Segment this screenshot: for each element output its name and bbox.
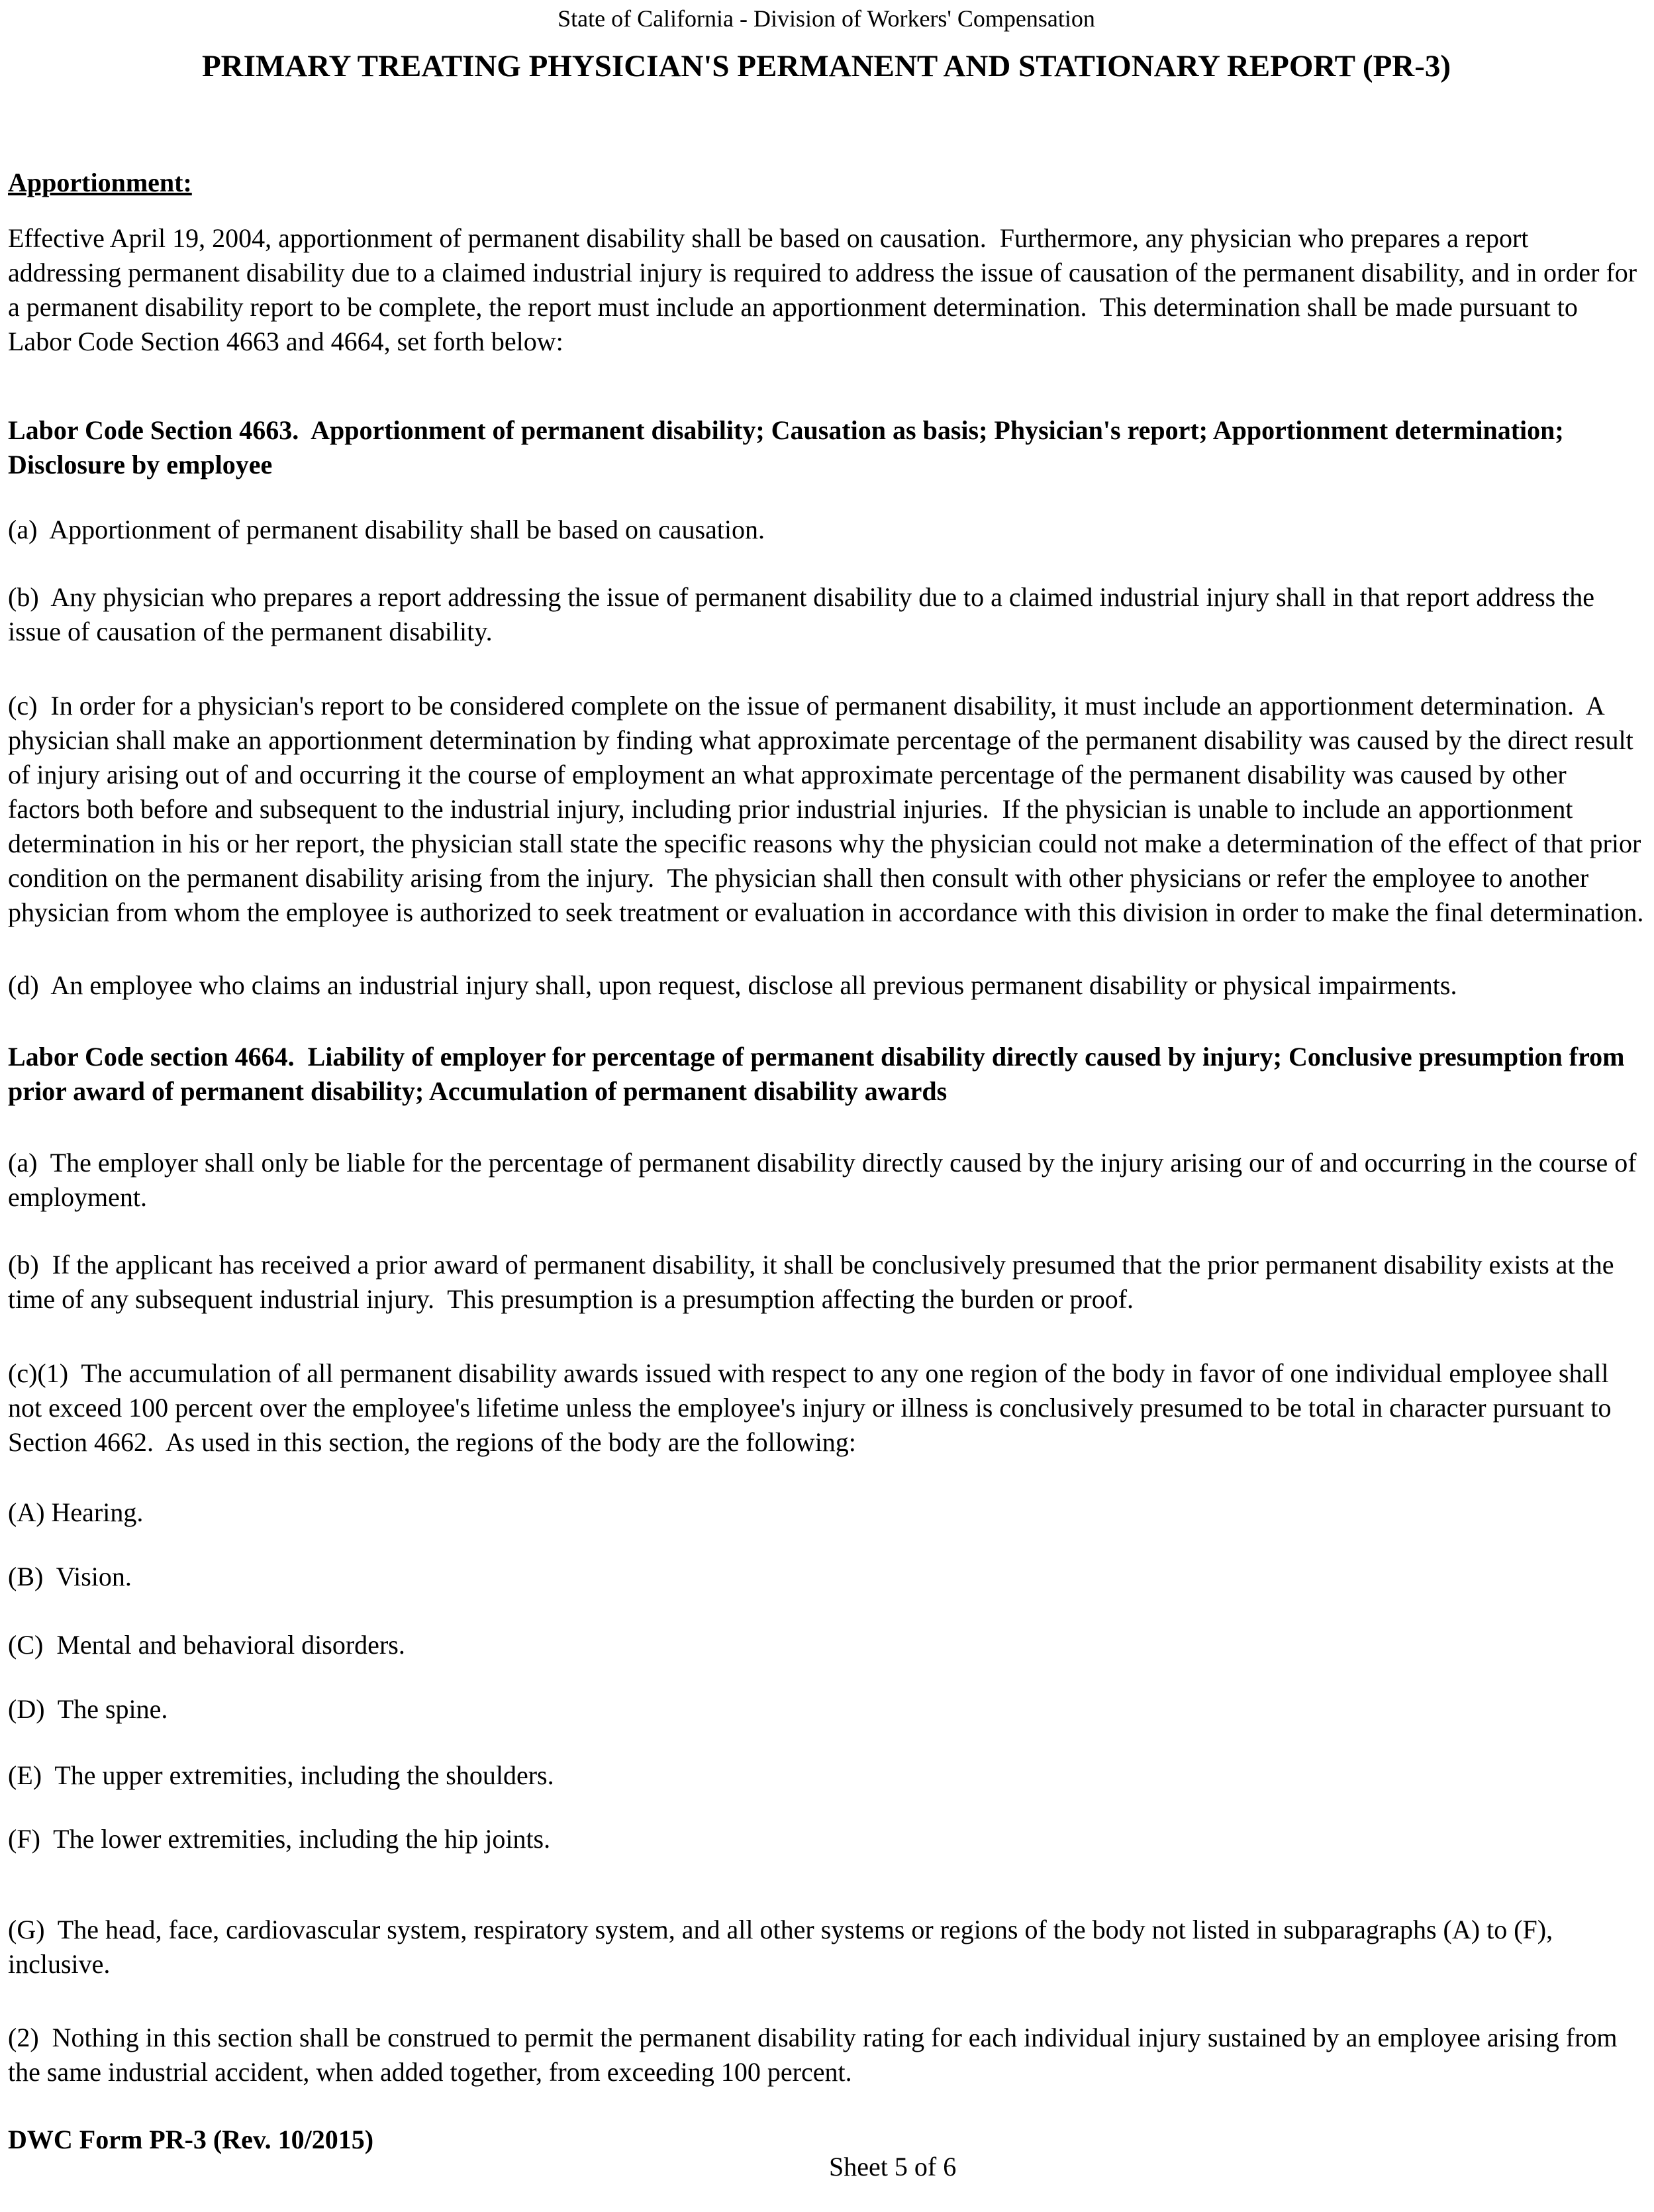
form-id-footer: DWC Form PR-3 (Rev. 10/2015) bbox=[8, 2125, 374, 2154]
section-4663-paragraph-d: (d) An employee who claims an industrial injury shall, upon request, disclose all previous permanent disability or physical impairments. bbox=[8, 970, 1457, 1000]
body-region-item-head-other: (G) The head, face, cardiovascular system, respiratory system, and all other systems or regions of the body not listed in subparagraphs (A) to (F), inclusive. bbox=[8, 1915, 1560, 1979]
section-4664-paragraph-c1: (c)(1) The accumulation of all permanent disability awards issued with respect to any one region of the body in favor of one individual employee shall not exceed 100 percent over the employee's lifetime unless the employee's injury or illness is conclusively presumed to be total in character pursuant to Section 4662. As used in this section, the regions of the body are the following: bbox=[8, 1358, 1618, 1457]
body-region-item-hearing: (A) Hearing. bbox=[8, 1497, 144, 1527]
section-4664-paragraph-2: (2) Nothing in this section shall be construed to permit the permanent disability rating for each individual injury sustained by an employee arising from the same industrial accident, when added together, from exceeding 100 percent. bbox=[8, 2023, 1624, 2087]
section-4663-paragraph-c: (c) In order for a physician's report to be considered complete on the issue of permanent disability, it must include an apportionment determination. A physician shall make an apportionment determination by finding what approximate percentage of the permanent disability was caused by the direct result of injury arising out of and occurring it the course of employment an what approximate percentage of the permanent disability was caused by other factors both before and subsequent to the industrial injury, including prior industrial injuries. If the physician is unable to include an apportionment determination in his or her report, the physician stall state the specific reasons why the physician could not make a determination of the effect of that prior condition on the permanent disability arising from the injury. The physician shall then consult with other physicians or refer the employee to another physician from whom the employee is authorized to seek treatment or evaluation in accordance with this division in order to make the final determination. bbox=[8, 691, 1648, 927]
section-4664-heading: Labor Code section 4664. Liability of employer for percentage of permanent disability directly caused by injury; Conclusive presumption from prior award of permanent disability; Accumulation of permanent disability awards bbox=[8, 1042, 1631, 1106]
intro-paragraph: Effective April 19, 2004, apportionment of permanent disability shall be based on causation. Furthermore, any physician who prepares a report addressing permanent disability due to a claimed industrial injury is required to address the issue of causation of the permanent disability, and in order for a permanent disability report to be complete, the report must include an apportionment determination. This determination shall be made pursuant to Labor Code Section 4663 and 4664, set forth below: bbox=[8, 223, 1644, 356]
section-4663-paragraph-b: (b) Any physician who prepares a report addressing the issue of permanent disability due to a claimed industrial injury shall in that report address the issue of causation of the permanent disability. bbox=[8, 582, 1602, 646]
sheet-number-footer: Sheet 5 of 6 bbox=[829, 2152, 957, 2182]
section-4664-paragraph-b: (b) If the applicant has received a prior award of permanent disability, it shall be conclusively presumed that the prior permanent disability exists at the time of any subsequent industrial injury. This presumption is a presumption affecting the burden or proof. bbox=[8, 1250, 1621, 1314]
body-region-item-lower-extremities: (F) The lower extremities, including the hip joints. bbox=[8, 1824, 551, 1854]
section-4663-heading: Labor Code Section 4663. Apportionment of permanent disability; Causation as basis; Physician's report; Apportionment determination; Disclosure by employee bbox=[8, 415, 1571, 479]
body-region-item-upper-extremities: (E) The upper extremities, including the shoulders. bbox=[8, 1760, 554, 1790]
body-region-item-mental: (C) Mental and behavioral disorders. bbox=[8, 1630, 405, 1660]
body-region-item-vision: (B) Vision. bbox=[8, 1562, 132, 1591]
apportionment-heading: Apportionment: bbox=[8, 168, 192, 197]
section-4664-paragraph-a: (a) The employer shall only be liable for the percentage of permanent disability directly caused by the injury arising our of and occurring in the course of employment. bbox=[8, 1148, 1643, 1212]
body-region-item-spine: (D) The spine. bbox=[8, 1694, 168, 1724]
document-title: PRIMARY TREATING PHYSICIAN'S PERMANENT AND STATIONARY REPORT (PR-3) bbox=[201, 49, 1451, 83]
section-4663-paragraph-a: (a) Apportionment of permanent disability shall be based on causation. bbox=[8, 515, 765, 544]
document-header: State of California - Division of Workers' Compensation bbox=[558, 5, 1095, 32]
